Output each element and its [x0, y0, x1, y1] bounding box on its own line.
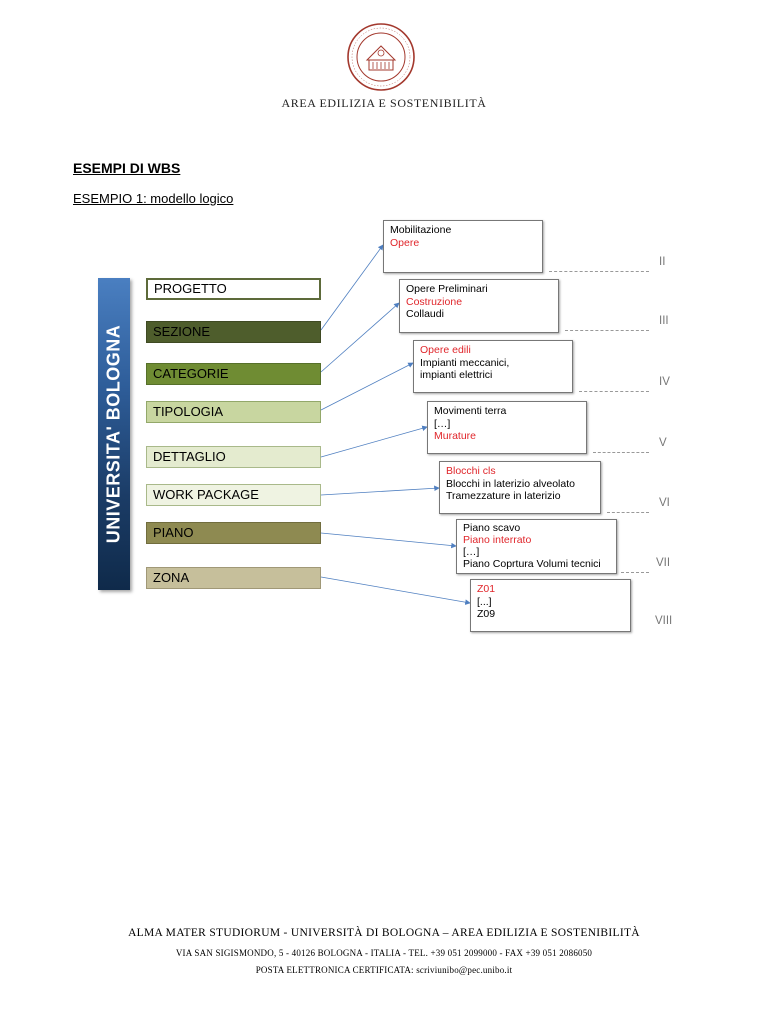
- level-separator: [579, 391, 649, 392]
- detail-line-highlight: Z01: [477, 583, 496, 595]
- university-seal-logo: [346, 22, 416, 92]
- detail-line: impianti elettrici: [420, 369, 493, 381]
- footer-address: VIA SAN SIGISMONDO, 5 - 40126 BOLOGNA - ITALIA - TEL. +39 051 2099000 - FAX +39 051 2086050: [175, 948, 593, 958]
- connector-tipologia: [321, 363, 413, 410]
- detail-line-highlight: Murature: [434, 430, 477, 442]
- connector-dettaglio: [321, 427, 427, 457]
- detail-line: […]: [434, 417, 451, 430]
- detail-line-highlight: Costruzione: [406, 295, 463, 308]
- detail-line-highlight: Opere edili: [420, 344, 471, 356]
- university-vertical-label: UNIVERSITA' BOLOGNA: [103, 324, 124, 544]
- level-number-vi: VI: [659, 497, 670, 509]
- detail-line-highlight: Opere: [390, 236, 420, 249]
- footer-institution: ALMA MATER STUDIORUM - UNIVERSITÀ DI BOLOGNA – AREA EDILIZIA E SOSTENIBILITÀ: [128, 927, 640, 939]
- level-categorie: CATEGORIE: [146, 363, 321, 385]
- level-number-v: V: [659, 437, 667, 449]
- detail-line: […]: [463, 546, 480, 558]
- level-separator: [607, 512, 649, 513]
- connector-work-package: [321, 488, 439, 495]
- level-piano: PIANO: [146, 522, 321, 544]
- level-separator: [549, 271, 649, 272]
- document-subtitle: ESEMPIO 1: modello logico: [73, 191, 234, 206]
- document-title: ESEMPI DI WBS: [73, 160, 181, 176]
- detail-line-highlight: Piano interrato: [463, 534, 532, 546]
- detail-box-iv: [413, 340, 573, 393]
- wbs-diagram: [73, 215, 683, 640]
- page-header: [0, 0, 768, 120]
- connector-zona: [321, 577, 470, 603]
- detail-line: Z09: [477, 608, 496, 620]
- header-title: AREA EDILIZIA E SOSTENIBILITÀ: [281, 96, 487, 110]
- detail-line: Tramezzature in laterizio: [446, 490, 561, 502]
- detail-box-iii: [399, 279, 559, 333]
- detail-box-vii: [456, 519, 617, 574]
- detail-line: Piano scavo: [463, 522, 521, 534]
- detail-line: Piano Coprtura Volumi tecnici: [463, 558, 601, 570]
- detail-line: Mobilitazione: [390, 224, 452, 236]
- level-number-vii: VII: [656, 557, 671, 569]
- level-number-viii: VIII: [655, 615, 673, 627]
- level-tipologia: TIPOLOGIA: [146, 401, 321, 423]
- detail-box-ii: [383, 220, 543, 273]
- level-separator: [565, 330, 649, 331]
- level-dettaglio: DETTAGLIO: [146, 446, 321, 468]
- detail-box-vi: [439, 461, 601, 514]
- detail-line: [...]: [477, 595, 492, 608]
- detail-box-v: [427, 401, 587, 454]
- detail-box-viii: [470, 579, 631, 632]
- detail-line: Opere Preliminari: [406, 283, 488, 295]
- footer-pec: POSTA ELETTRONICA CERTIFICATA: scriviunibo@pec.unibo.it: [255, 965, 513, 975]
- detail-line: Impianti meccanici,: [420, 356, 510, 369]
- connector-piano: [321, 533, 456, 546]
- level-separator: [593, 452, 649, 453]
- level-zona: ZONA: [146, 567, 321, 589]
- level-number-ii: II: [659, 256, 666, 268]
- level-sezione: SEZIONE: [146, 321, 321, 343]
- level-number-iv: IV: [659, 376, 670, 388]
- level-progetto: PROGETTO: [146, 278, 321, 300]
- detail-line: Movimenti terra: [434, 405, 507, 417]
- level-separator: [621, 572, 649, 573]
- detail-line-highlight: Blocchi cls: [446, 465, 496, 477]
- level-number-iii: III: [659, 315, 669, 327]
- detail-line: Blocchi in laterizio alveolato: [446, 477, 575, 490]
- level-work-package: WORK PACKAGE: [146, 484, 321, 506]
- connector-sezione: [321, 245, 383, 330]
- detail-line: Collaudi: [406, 308, 444, 320]
